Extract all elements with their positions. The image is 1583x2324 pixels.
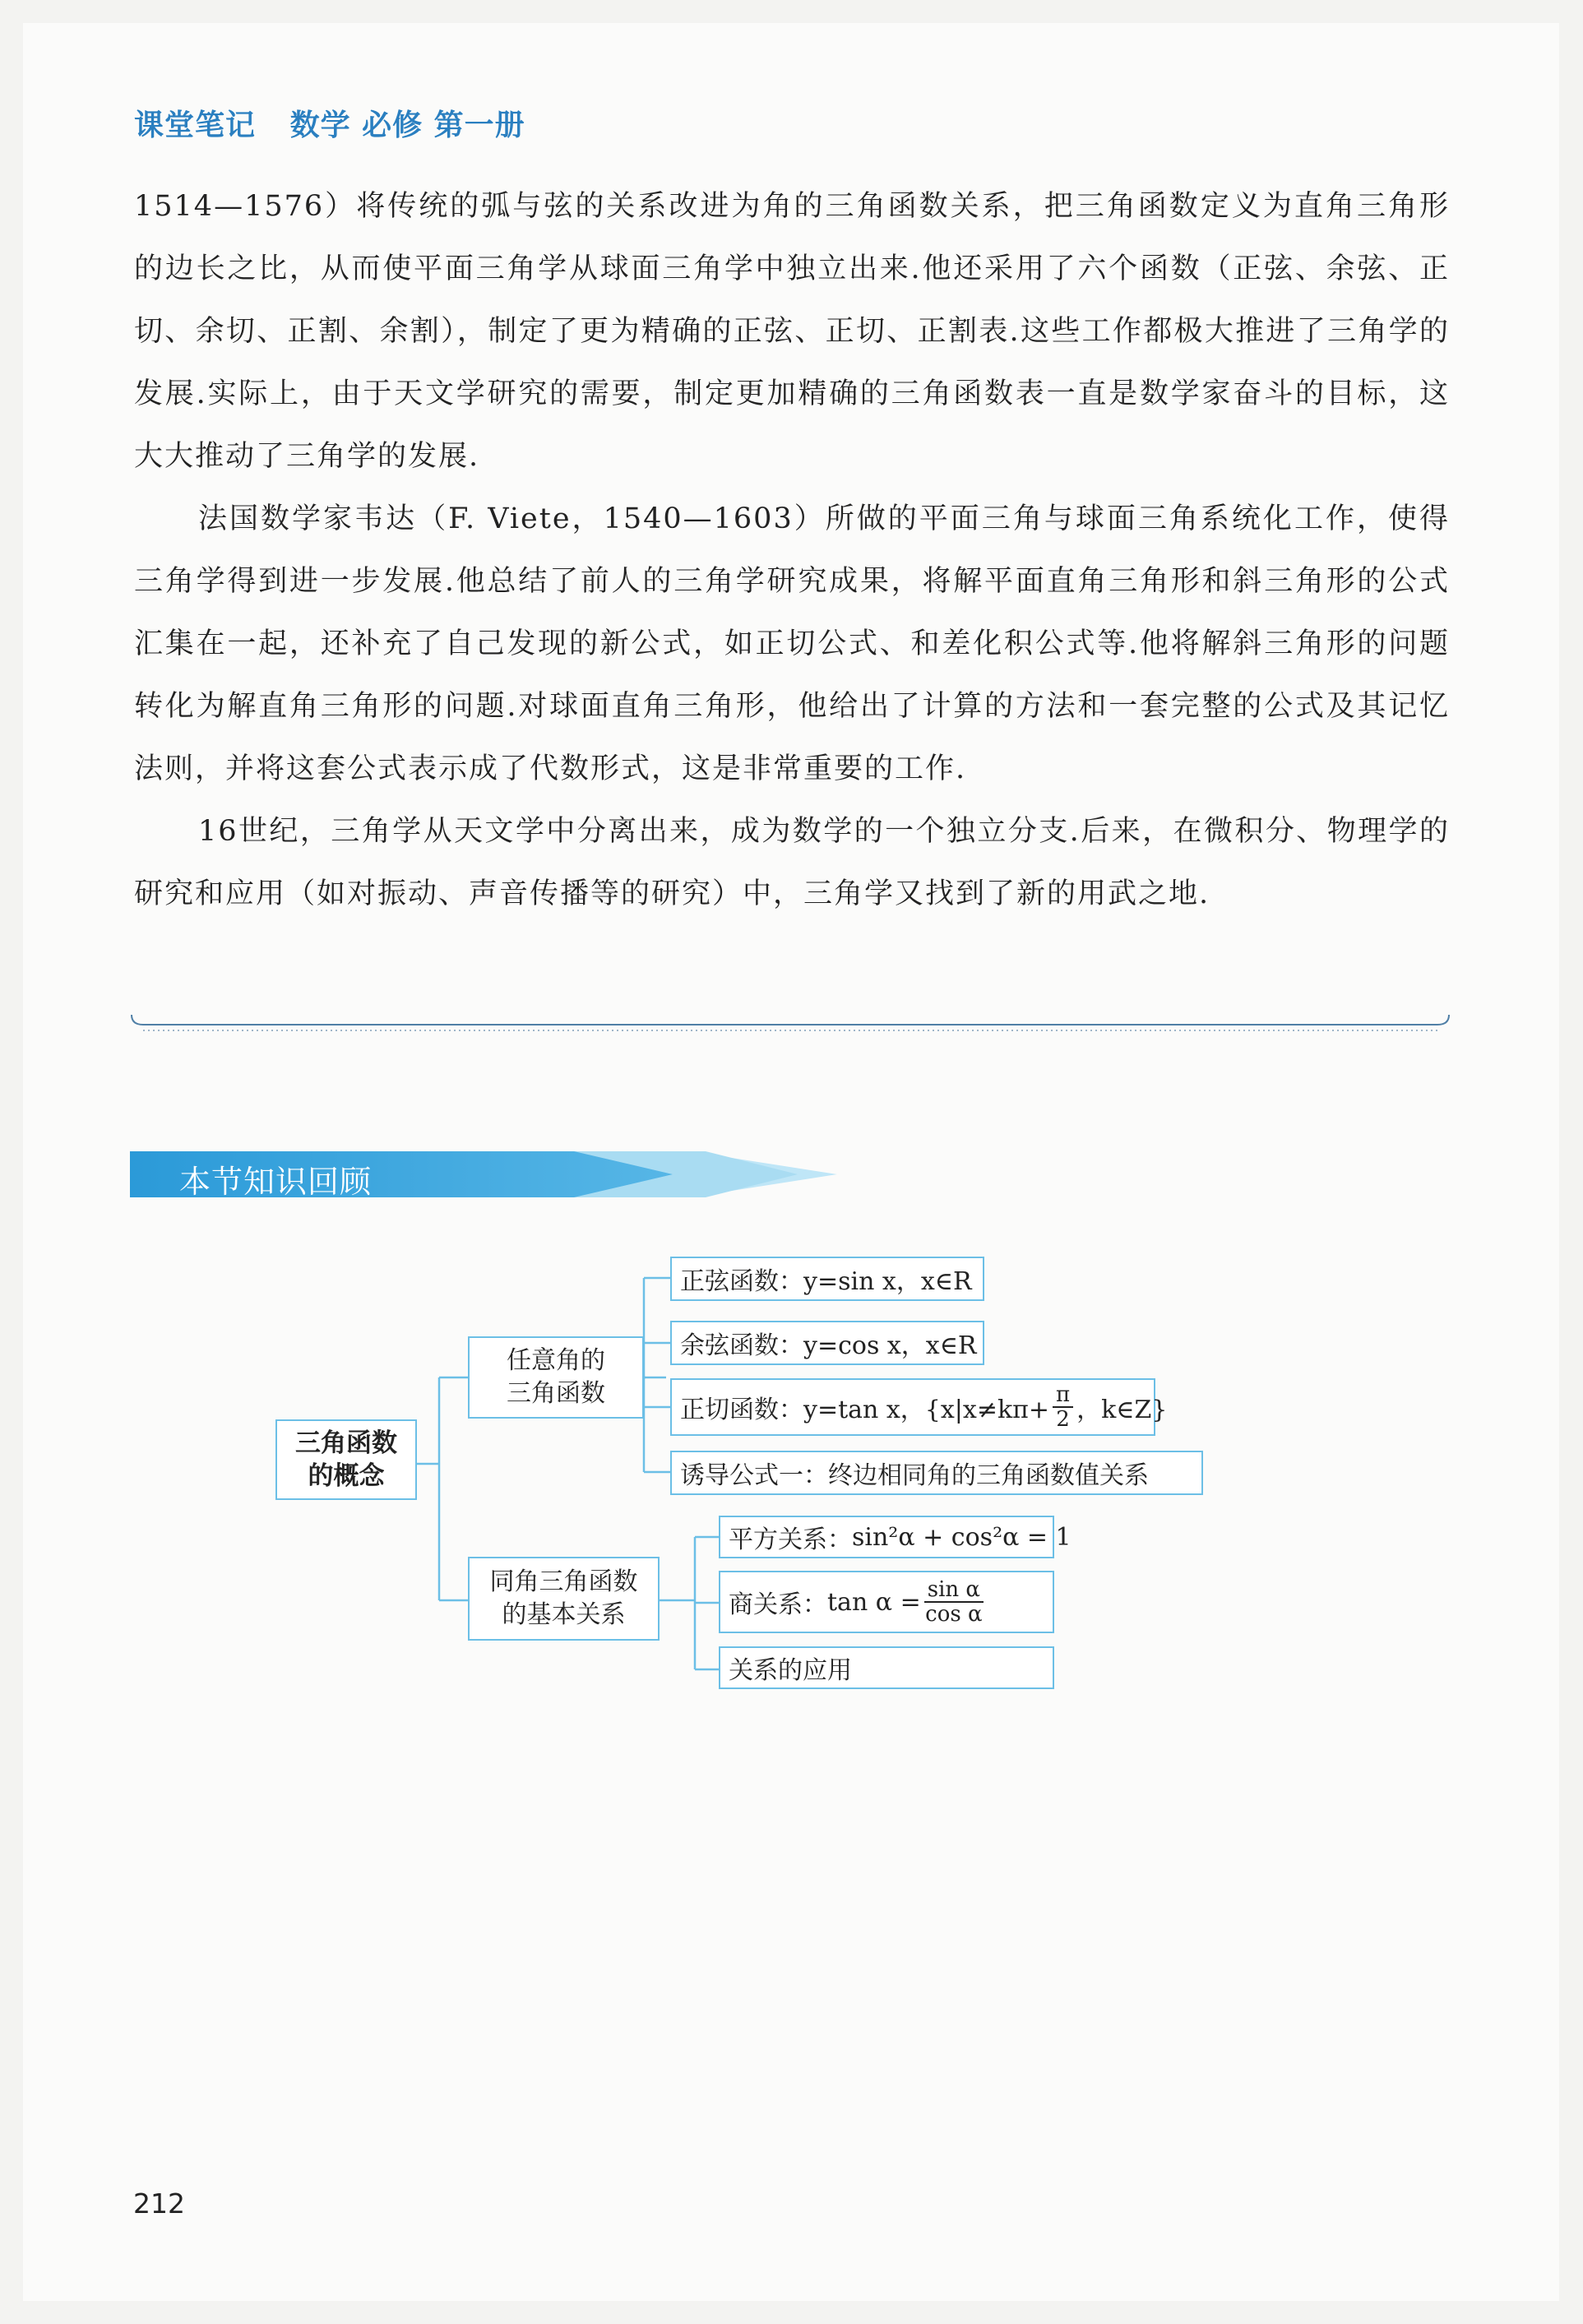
leaf-prefix: 正弦函数： (680, 1267, 803, 1296)
leaf-expr: sin²α + cos²α = 1 (852, 1522, 1072, 1552)
mindmap-root (275, 1419, 417, 1500)
leaf-expr: ，k∈Z} (1076, 1396, 1168, 1424)
leaf-prefix: 余弦函数： (680, 1331, 803, 1360)
fraction-numerator: sin α (924, 1578, 984, 1603)
fraction-pi-over-2 (1053, 1383, 1073, 1431)
leaf-relation-application (719, 1646, 1054, 1689)
header-subject: 数学 必修 第一册 (289, 109, 525, 142)
leaf-prefix: 正切函数： (680, 1396, 803, 1424)
leaf-expr: y=sin x，x∈R (803, 1267, 972, 1296)
branch-line: 任意角的 (507, 1346, 605, 1375)
leaf-cosine-function (670, 1321, 984, 1365)
branch-line: 的基本关系 (502, 1600, 626, 1629)
paragraph: 16世纪，三角学从天文学中分离出来，成为数学的一个独立分支.后来，在微积分、物理学的研究和应用（如对振动、声音传播等的研究）中，三角学又找到了新的用武之地. (134, 815, 1450, 910)
leaf-quotient-relation (719, 1571, 1054, 1633)
leaf-text: 关系的应用 (729, 1656, 852, 1685)
page-number: 212 (133, 2187, 185, 2220)
leaf-square-relation (719, 1516, 1072, 1558)
fraction-sin-over-cos (924, 1578, 984, 1626)
leaf-prefix: 商关系： (729, 1590, 827, 1619)
leaf-text: 诱导公式一：终边相同角的三角函数值关系 (680, 1461, 1149, 1490)
leaf-prefix: 平方关系： (729, 1525, 852, 1554)
root-line: 三角函数 (295, 1428, 397, 1458)
body-text (134, 175, 1450, 925)
reading-box-bottom-border (130, 1013, 1451, 1035)
root-line: 的概念 (308, 1461, 385, 1491)
branch-same-angle-relations (468, 1557, 660, 1641)
branch-line: 三角函数 (507, 1379, 605, 1408)
section-banner (130, 1151, 837, 1200)
branch-line: 同角三角函数 (489, 1567, 638, 1596)
fraction-denominator: 2 (1056, 1407, 1070, 1432)
leaf-expr: y=cos x，x∈R (803, 1331, 977, 1360)
leaf-sine-function (670, 1257, 984, 1301)
leaf-tangent-function (670, 1378, 1168, 1436)
fraction-denominator: cos α (925, 1602, 983, 1627)
fraction-numerator: π (1053, 1383, 1073, 1408)
paragraph: 1514—1576）将传统的弧与弦的关系改进为角的三角函数关系，把三角函数定义为直角三角形的边长之比，从而使平面三角学从球面三角学中独立出来.他还采用了六个函数（正弦、余弦、正切、余切、正割、余割），制定了更为精确的正弦、正切、正割表.这些工作都极大推进了三角学的发展.实际上，由于天文学研究的需要，制定更加精确的三角函数表一直是数学家奋斗的目标，这大大推动了三角学的发展. (134, 190, 1450, 473)
paragraph: 法国数学家韦达（F. Viete，1540—1603）所做的平面三角与球面三角系统化工作，使得三角学得到进一步发展.他总结了前人的三角学研究成果，将解平面直角三角形和斜三角形的公式汇集在一起，还补充了自己发现的新公式，如正切公式、和差化积公式等.他将解斜三角形的问题转化为解直角三角形的问题.对球面直角三角形，他给出了计算的方法和一套完整的公式及其记忆法则，并将这套公式表示成了代数形式，这是非常重要的工作. (134, 502, 1450, 785)
running-header (134, 102, 548, 144)
header-series: 课堂笔记 (134, 109, 257, 142)
leaf-expr: tan α = (827, 1587, 921, 1617)
leaf-expr: y=tan x，{x|x≠kπ+ (803, 1396, 1050, 1424)
leaf-induction-formula (670, 1451, 1203, 1495)
section-title: 本节知识回顾 (179, 1164, 373, 1200)
branch-arbitrary-angle-functions (468, 1336, 644, 1419)
